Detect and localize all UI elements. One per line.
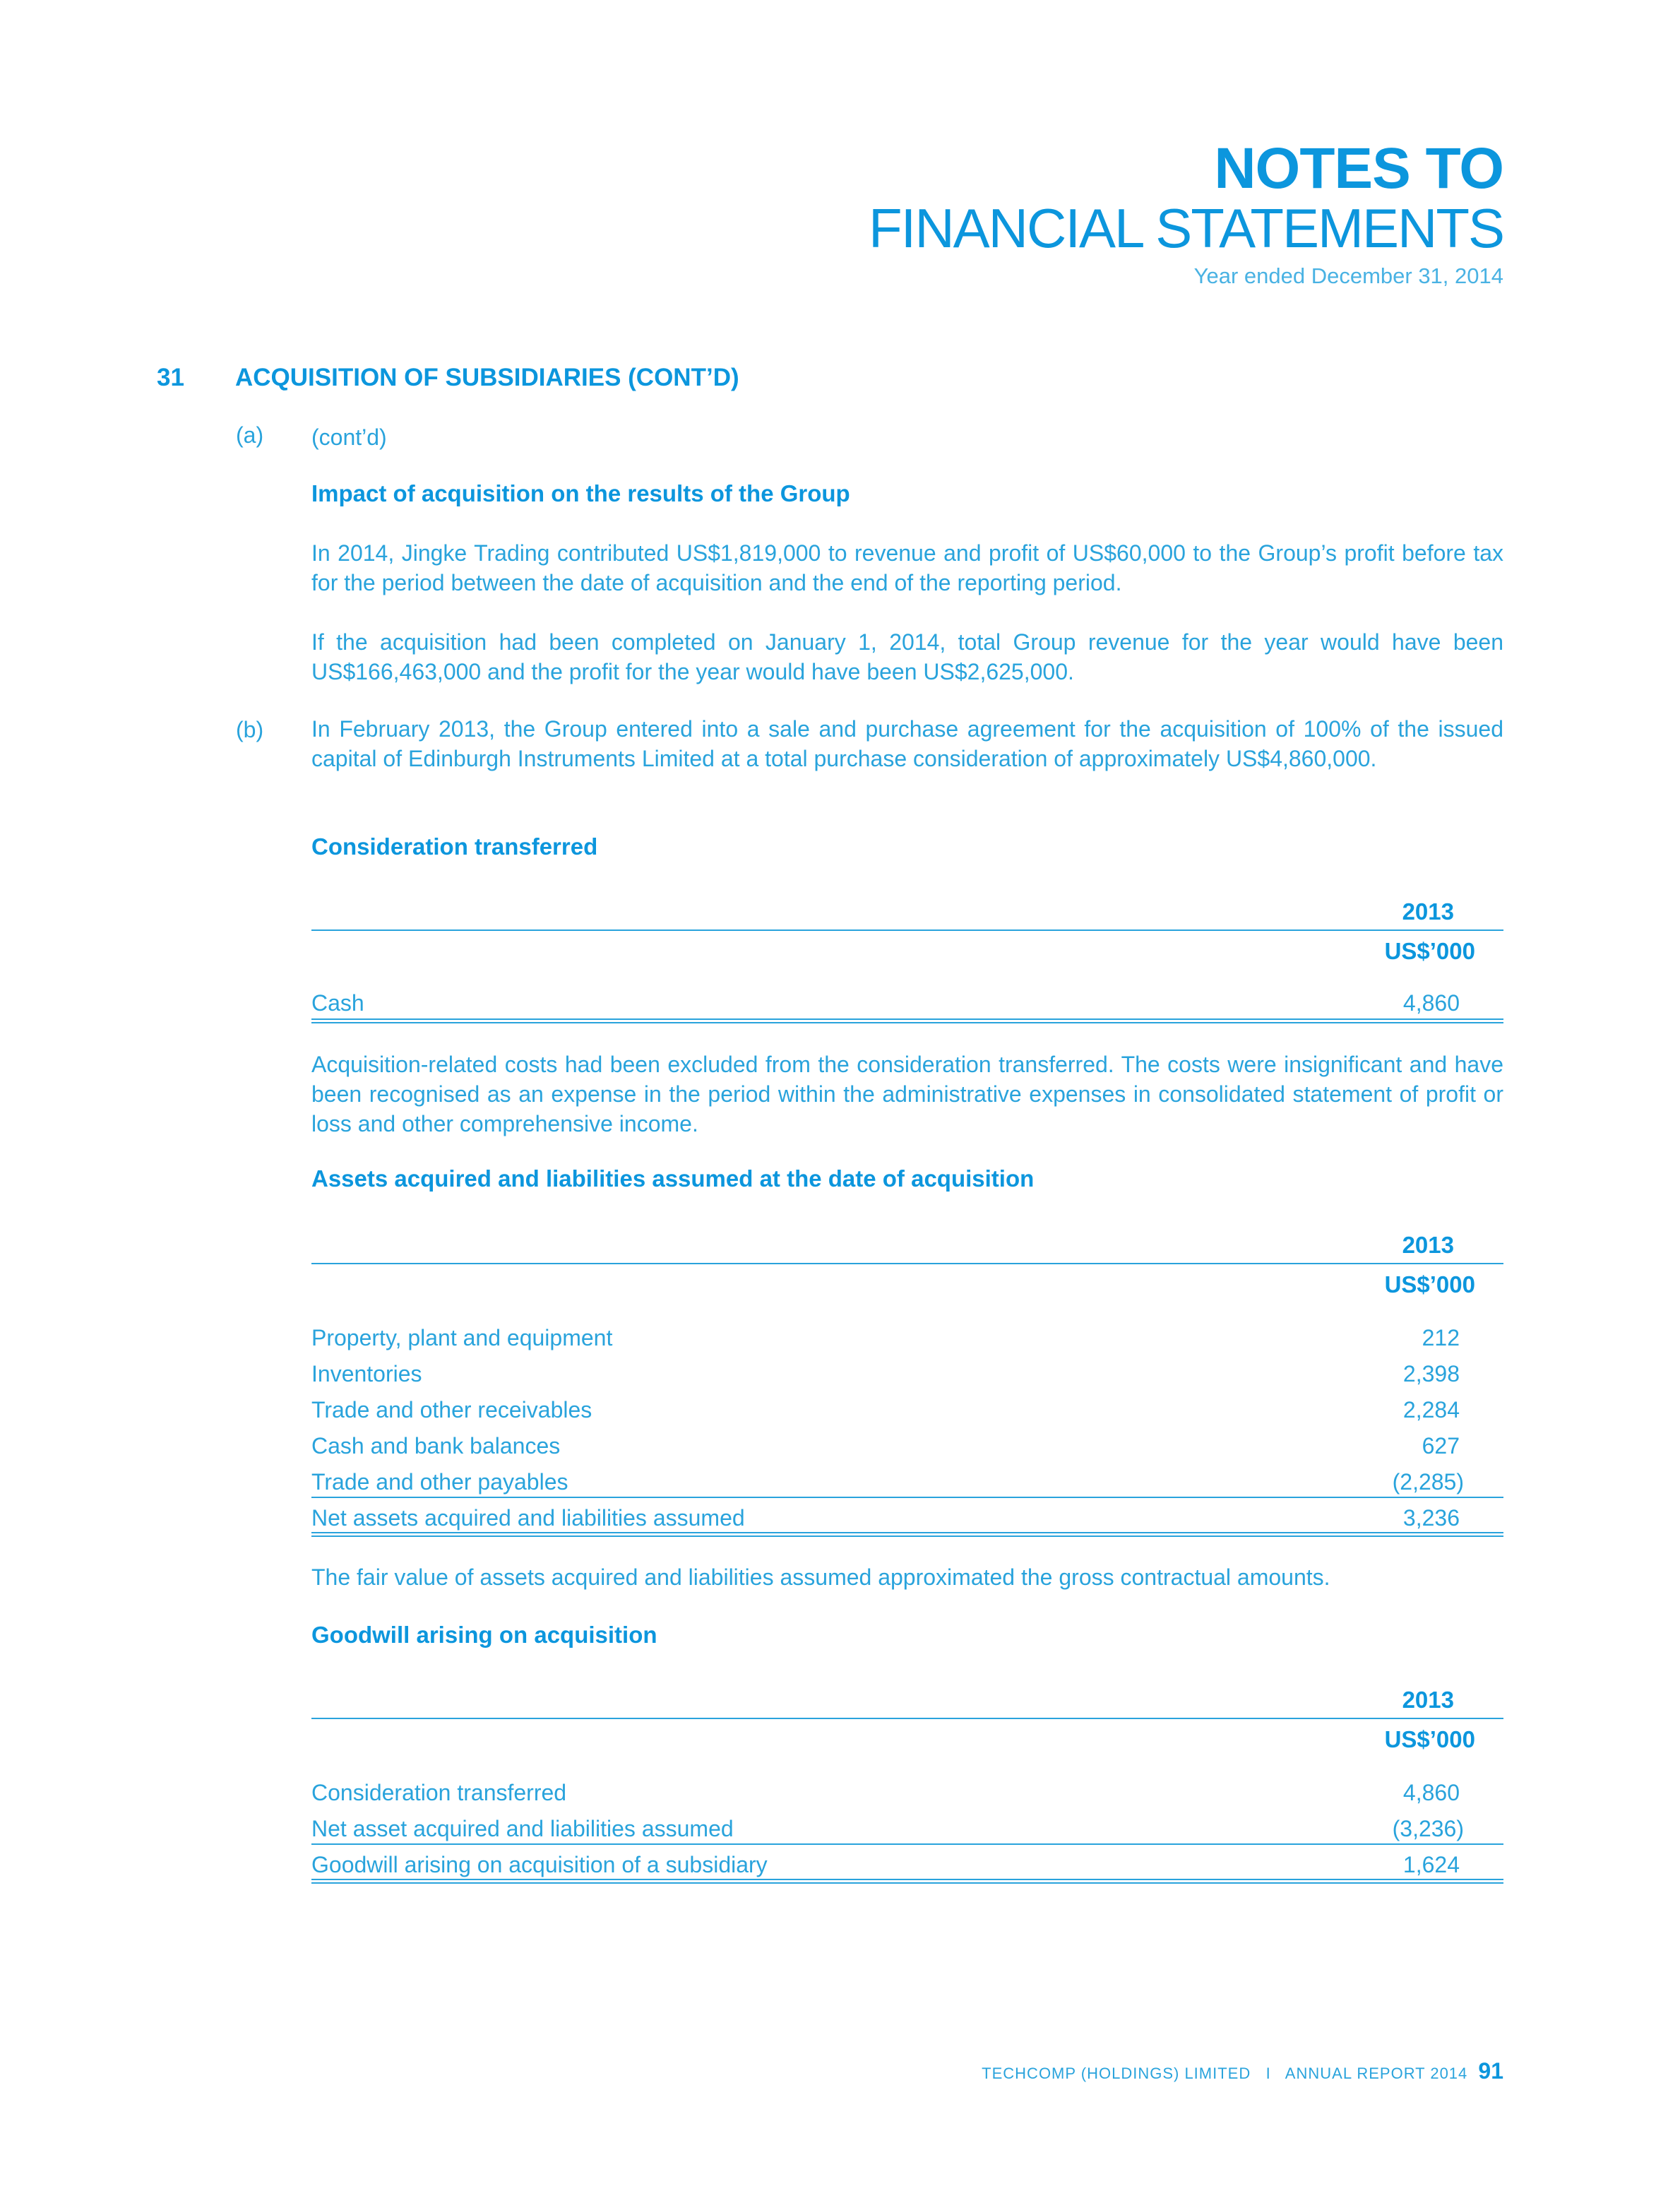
goodwill-currency: US$’000	[1384, 1726, 1475, 1752]
subtotal-rule	[311, 1497, 1503, 1498]
row-label: Property, plant and equipment	[311, 1325, 613, 1350]
total-label: Goodwill arising on acquisition of a subsidiary	[311, 1852, 768, 1877]
row-value: 4,860	[1402, 1780, 1460, 1805]
row-label: Trade and other receivables	[311, 1397, 592, 1422]
part-a-heading: Impact of acquisition on the results of the Group	[311, 480, 850, 506]
part-b-paragraph: In February 2013, the Group entered into a sale and purchase agreement for the acquisition of 100% of the issued capital of Edinburgh Instruments Limited at a total purchase consideration of approximately US$4,860,000.	[311, 716, 1503, 771]
row-label: Inventories	[311, 1361, 422, 1386]
header-title-line1: NOTES TO	[1214, 136, 1503, 201]
table-rule	[311, 929, 1503, 931]
part-a-contd	[311, 422, 1503, 452]
double-rule	[311, 1018, 1503, 1023]
table-row	[311, 986, 1503, 1021]
part-a-paragraph-1: In 2014, Jingke Trading contributed US$1,819,000 to revenue and profit of US$60,000 to the Group’s profit before tax for the period between the date of acquisition and the end of the reporting period.	[311, 540, 1503, 595]
assets-table	[311, 1232, 1503, 1535]
goodwill-table	[311, 1687, 1503, 1913]
double-rule	[311, 1532, 1503, 1537]
total-value: 1,624	[1402, 1852, 1460, 1877]
total-label: Net assets acquired and liabilities assumed	[311, 1505, 745, 1531]
row-value: (2,285)	[1392, 1469, 1464, 1495]
row-label: Cash	[311, 990, 364, 1016]
consideration-note: Acquisition-related costs had been excluded from the consideration transferred. The costs were insignificant and have been recognised as an expense in the period within the administrative expenses in consolidated statement of profit or loss and other comprehensive income.	[311, 1052, 1503, 1136]
row-value: 627	[1422, 1433, 1460, 1459]
assets-year: 2013	[1402, 1232, 1454, 1258]
page-number: 91	[1478, 2058, 1503, 2084]
header-subtitle: Year ended December 31, 2014	[1193, 263, 1503, 288]
part-a-paragraph-2: If the acquisition had been completed on January 1, 2014, total Group revenue for the year would have been US$166,463,000 and the profit for the year would have been US$2,625,000.	[311, 629, 1503, 684]
page-footer	[982, 2058, 1503, 2084]
subtotal-rule	[311, 1843, 1503, 1845]
goodwill-year: 2013	[1402, 1687, 1454, 1713]
goodwill-heading: Goodwill arising on acquisition	[311, 1622, 657, 1648]
row-label: Net asset acquired and liabilities assumed	[311, 1816, 734, 1841]
row-value: 2,398	[1402, 1361, 1460, 1386]
row-value: 212	[1422, 1325, 1460, 1350]
assets-heading: Assets acquired and liabilities assumed at the date of acquisition	[311, 1165, 1035, 1192]
consideration-heading: Consideration transferred	[311, 833, 598, 860]
section-title: ACQUISITION OF SUBSIDIARIES (CONT’D)	[235, 364, 739, 391]
row-value: 4,860	[1402, 990, 1460, 1016]
page-header	[869, 138, 1503, 289]
row-value: (3,236)	[1392, 1816, 1464, 1841]
assets-currency: US$’000	[1384, 1271, 1475, 1297]
table-row	[311, 1357, 1503, 1392]
total-value: 3,236	[1402, 1505, 1460, 1531]
part-a-contd-text: (cont’d)	[311, 424, 387, 450]
table-total-row	[311, 1848, 1503, 1883]
table-row	[311, 1429, 1503, 1464]
table-row	[311, 1393, 1503, 1428]
double-rule	[311, 1879, 1503, 1884]
section-number: 31	[157, 364, 184, 391]
table-rule	[311, 1263, 1503, 1264]
row-label: Trade and other payables	[311, 1469, 568, 1495]
consideration-year: 2013	[1402, 898, 1454, 925]
row-value: 2,284	[1402, 1397, 1460, 1422]
table-row	[311, 1776, 1503, 1811]
table-rule	[311, 1718, 1503, 1719]
assets-note: The fair value of assets acquired and liabilities assumed approximated the gross contractual amounts.	[311, 1564, 1330, 1590]
row-label: Consideration transferred	[311, 1780, 567, 1805]
header-title-line2: FINANCIAL STATEMENTS	[869, 197, 1503, 259]
table-total-row	[311, 1501, 1503, 1536]
row-label: Cash and bank balances	[311, 1433, 561, 1459]
part-a-label: (a)	[236, 422, 264, 448]
table-row	[311, 1812, 1503, 1847]
table-row	[311, 1321, 1503, 1356]
consideration-currency: US$’000	[1384, 938, 1475, 964]
consideration-table	[311, 898, 1503, 1026]
part-b-label: (b)	[236, 717, 264, 742]
footer-text: TECHCOMP (HOLDINGS) LIMITED I ANNUAL REPORT 2014	[982, 2065, 1468, 2082]
table-row	[311, 1465, 1503, 1500]
